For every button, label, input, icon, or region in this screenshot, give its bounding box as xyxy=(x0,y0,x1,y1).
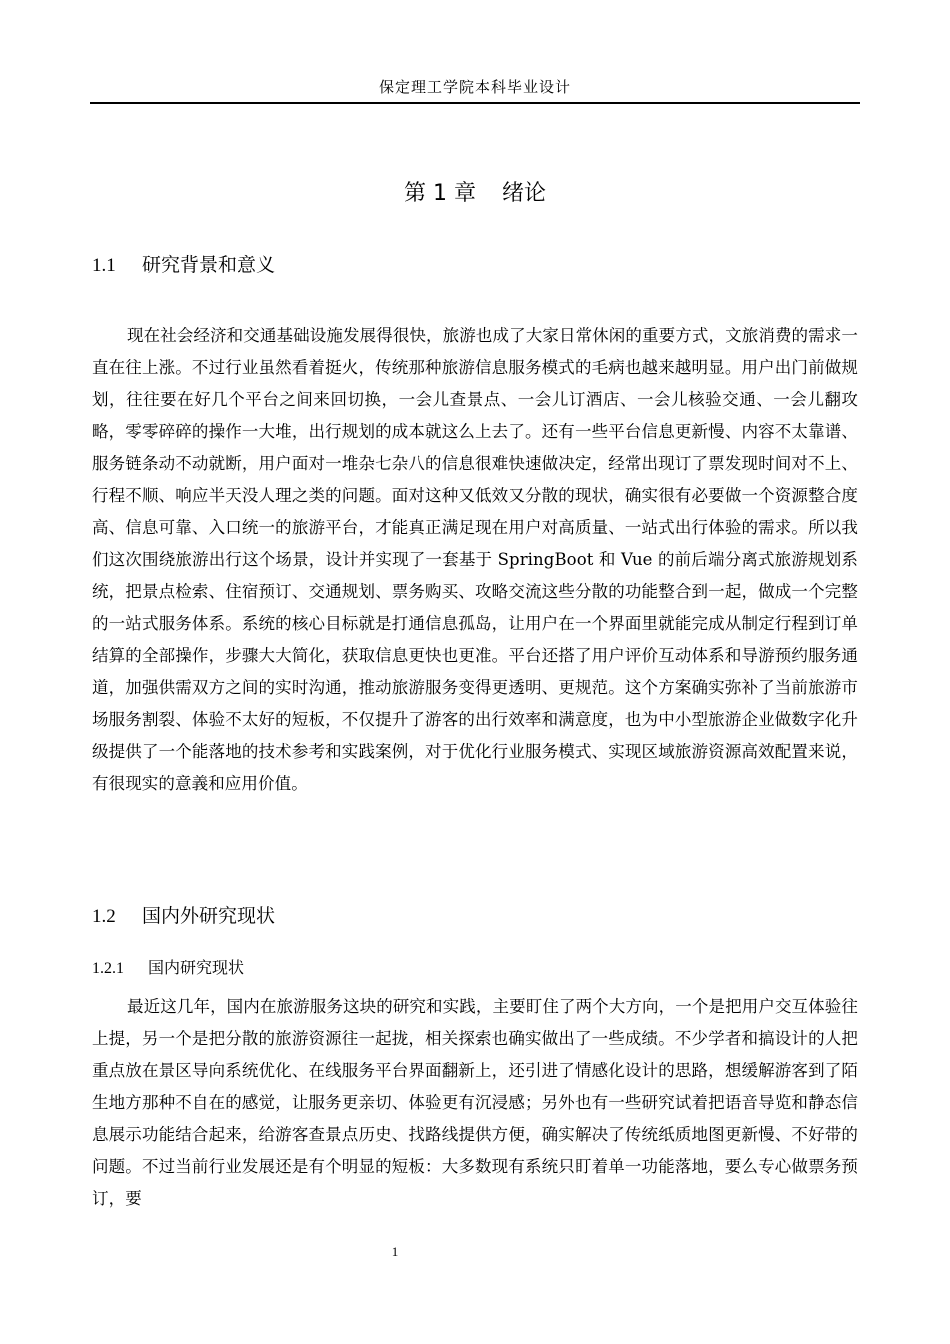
page-header: 保定理工学院本科毕业设计 xyxy=(90,72,860,104)
chapter-name: 绪论 xyxy=(501,181,546,206)
section-number: 1.2 xyxy=(92,906,116,927)
section-title: 国内外研究现状 xyxy=(142,905,276,927)
subsection-heading-1-2-1 xyxy=(92,956,244,981)
domestic-research-paragraph: 最近这几年，国内在旅游服务这块的研究和实践，主要盯住了两个大方向，一个是把用户交互体验往上提，另一个是把分散的旅游资源往一起拢，相关探索也确实做出了一些成绩。不少学者和搞设计的人把重点放在景区导向系统优化、在线服务平台界面翻新上，还引进了情感化设计的思路，想缓解游客到了陌生地方那种不自在的感觉，让服务更亲切、体验更有沉浸感；另外也有一些研究试着把语音导览和静态信息展示功能结合起来，给游客查景点历史、找路线提供方便，确实解决了传统纸质地图更新慢、不好带的问题。不过当前行业发展还是有个明显的短板：大多数现有系统只盯着单一功能落地，要么专心做票务预订，要 xyxy=(92,997,858,1208)
section-title: 研究背景和意义 xyxy=(142,254,276,276)
subsection-number: 1.2.1 xyxy=(92,960,124,977)
subsection-title: 国内研究现状 xyxy=(148,958,245,977)
chapter-number: 第 1 章 xyxy=(404,181,476,206)
chapter-title xyxy=(90,178,860,210)
background-paragraph: 现在社会经济和交通基础设施发展得很快，旅游也成了大家日常休闲的重要方式，文旅消费的需求一直在往上涨。不过行业虽然看着挺火，传统那种旅游信息服务模式的毛病也越来越明显。用户出门前做规划，往往要在好几个平台之间来回切换，一会儿查景点、一会儿订酒店、一会儿核验交通、一会儿翻攻略，零零碎碎的操作一大堆，出行规划的成本就这么上去了。还有一些平台信息更新慢、内容不太靠谱、服务链条动不动就断，用户面对一堆杂七杂八的信息很难快速做决定，经常出现订了票发现时间对不上、行程不顺、响应半天没人理之类的问题。面对这种又低效又分散的现状，确实很有必要做一个资源整合度高、信息可靠、入口统一的旅游平台，才能真正满足现在用户对高质量、一站式出行体验的需求。所以我们这次围绕旅游出行这个场景，设计并实现了一套基于 SpringBoot 和 Vue 的前后端分离式旅游规划系统，把景点检索、住宿预订、交通规划、票务购买、攻略交流这些分散的功能整合到一起，做成一个完整的一站式服务体系。系统的核心目标就是打通信息孤岛，让用户在一个界面里就能完成从制定行程到订单结算的全部操作，步骤大大简化，获取信息更快也更准。平台还搭了用户评价互动体系和导游预约服务通道，加强供需双方之间的实时沟通，推动旅游服务变得更透明、更规范。这个方案确实弥补了当前旅游市场服务割裂、体验不太好的短板，不仅提升了游客的出行效率和满意度，也为中小型旅游企业做数字化升级提供了一个能落地的技术参考和实践案例，对于优化行业服务模式、实现区域旅游资源高效配置来说，有很现实的意義和应用价值。 xyxy=(92,326,858,793)
section-number: 1.1 xyxy=(92,255,116,276)
section-heading-1-2 xyxy=(92,902,275,931)
page-number: 1 xyxy=(391,1244,399,1259)
section-heading-1-1 xyxy=(92,251,275,280)
